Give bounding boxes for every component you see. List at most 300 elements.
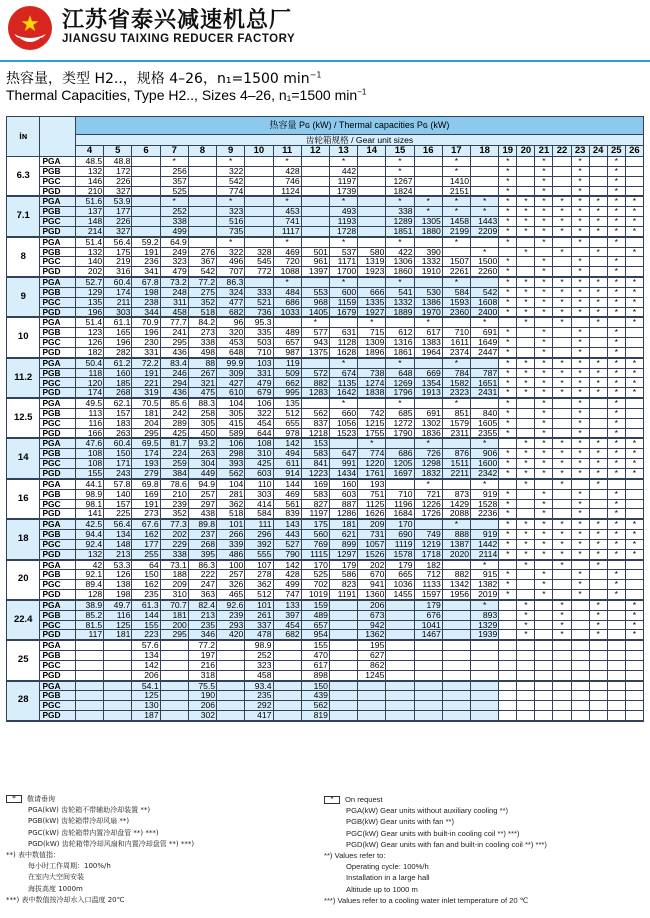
value-cell: * xyxy=(571,378,589,388)
value-cell: 584 xyxy=(442,287,470,297)
value-cell: 252 xyxy=(245,651,273,661)
value-cell: 774 xyxy=(358,449,386,459)
value-cell xyxy=(414,186,442,196)
value-cell: * xyxy=(571,196,589,206)
value-cell: 174 xyxy=(75,388,103,398)
value-cell xyxy=(553,701,571,711)
value-cell xyxy=(499,691,517,701)
value-cell: 235 xyxy=(188,620,216,630)
value-cell: 555 xyxy=(245,549,273,559)
value-cell xyxy=(442,651,470,661)
ratio-cell: 22.4 xyxy=(7,600,40,640)
value-cell xyxy=(414,691,442,701)
value-cell xyxy=(625,489,643,499)
value-cell: * xyxy=(535,570,553,580)
value-cell: * xyxy=(517,529,535,539)
value-cell xyxy=(607,630,625,640)
size-header: 20 xyxy=(517,146,535,157)
footnote-line xyxy=(324,884,644,895)
row-label: PGA xyxy=(40,479,76,489)
value-cell: 98.1 xyxy=(75,499,103,509)
value-cell: * xyxy=(273,157,301,167)
value-cell xyxy=(553,489,571,499)
value-cell: 710 xyxy=(245,348,273,358)
value-cell: 225 xyxy=(104,509,132,519)
value-cell: 1298 xyxy=(414,459,442,469)
value-cell: 281 xyxy=(217,489,245,499)
value-cell xyxy=(471,166,499,176)
value-cell: 2400 xyxy=(471,307,499,317)
value-cell: 252 xyxy=(160,207,188,217)
value-cell xyxy=(414,157,442,167)
value-cell: 1600 xyxy=(471,459,499,469)
value-cell: * xyxy=(571,469,589,479)
value-cell: * xyxy=(517,247,535,257)
value-cell xyxy=(132,157,160,167)
row-label: PGC xyxy=(40,257,76,267)
footnote-line xyxy=(6,872,306,883)
value-cell: * xyxy=(607,157,625,167)
value-cell: 113 xyxy=(75,408,103,418)
value-cell: 196 xyxy=(132,328,160,338)
value-cell xyxy=(589,509,607,519)
value-cell: 320 xyxy=(217,328,245,338)
value-cell: 174 xyxy=(132,449,160,459)
value-cell: 1135 xyxy=(329,378,357,388)
value-cell: 562 xyxy=(301,701,329,711)
value-cell xyxy=(358,176,386,186)
value-cell xyxy=(358,166,386,176)
value-cell: 92.1 xyxy=(75,570,103,580)
value-cell: 177 xyxy=(104,207,132,217)
value-cell: 995 xyxy=(273,388,301,398)
row-label: PGD xyxy=(40,670,76,680)
value-cell xyxy=(571,651,589,661)
value-cell: 919 xyxy=(471,529,499,539)
value-cell: * xyxy=(535,378,553,388)
value-cell: 1297 xyxy=(329,549,357,559)
value-cell: 157 xyxy=(104,499,132,509)
value-cell: 221 xyxy=(132,378,160,388)
value-cell: 77.2 xyxy=(188,640,216,650)
value-cell: 181 xyxy=(132,408,160,418)
value-cell xyxy=(625,418,643,428)
value-cell xyxy=(553,257,571,267)
value-cell: 86.3 xyxy=(217,277,245,287)
value-cell: 77.7 xyxy=(160,317,188,327)
value-cell: 311 xyxy=(160,297,188,307)
value-cell xyxy=(589,166,607,176)
value-cell: * xyxy=(607,348,625,358)
size-header: 10 xyxy=(245,146,273,157)
title-en-text: Thermal Capacities, Type H2.., Sizes 4–26, n₁=1500 min xyxy=(6,87,358,103)
value-cell xyxy=(301,196,329,206)
value-cell: 169 xyxy=(132,489,160,499)
table-row xyxy=(7,640,644,650)
value-cell: 1226 xyxy=(414,499,442,509)
value-cell xyxy=(245,176,273,186)
value-cell: * xyxy=(499,307,517,317)
value-cell: 1511 xyxy=(442,459,470,469)
value-cell: * xyxy=(625,277,643,287)
value-cell: 666 xyxy=(358,287,386,297)
value-cell: * xyxy=(625,226,643,236)
value-cell xyxy=(589,651,607,661)
value-cell: 1443 xyxy=(471,217,499,227)
value-cell: * xyxy=(535,449,553,459)
title-en-sup: −1 xyxy=(357,87,367,97)
value-cell xyxy=(535,660,553,670)
value-cell: 1133 xyxy=(414,580,442,590)
value-cell: 111 xyxy=(245,519,273,529)
value-cell: 323 xyxy=(217,207,245,217)
value-cell xyxy=(517,186,535,196)
value-cell xyxy=(553,660,571,670)
row-label: PGC xyxy=(40,701,76,711)
value-cell: * xyxy=(589,479,607,489)
value-cell: 1507 xyxy=(442,257,470,267)
value-cell xyxy=(607,651,625,661)
value-cell xyxy=(535,247,553,257)
value-cell xyxy=(553,328,571,338)
value-cell: * xyxy=(625,358,643,368)
value-cell: 191 xyxy=(132,247,160,257)
size-header: 19 xyxy=(499,146,517,157)
value-cell xyxy=(499,660,517,670)
size-header: 18 xyxy=(471,146,499,157)
value-cell: * xyxy=(535,549,553,559)
value-cell: 1332 xyxy=(414,257,442,267)
value-cell: * xyxy=(442,277,470,287)
value-cell: 1056 xyxy=(329,418,357,428)
footnote-text: 表中数值按冷却水入口温度 20℃ xyxy=(21,895,125,904)
table-row xyxy=(7,317,644,327)
value-cell xyxy=(358,681,386,691)
value-cell xyxy=(301,207,329,217)
value-cell: 1597 xyxy=(414,590,442,600)
value-cell xyxy=(329,681,357,691)
value-cell: * xyxy=(442,207,470,217)
row-label: PGA xyxy=(40,317,76,327)
value-cell xyxy=(188,207,216,217)
table-row xyxy=(7,701,644,711)
value-cell xyxy=(442,691,470,701)
value-cell: 647 xyxy=(329,449,357,459)
value-cell: * xyxy=(535,328,553,338)
value-cell: 2020 xyxy=(442,549,470,559)
value-cell: 1956 xyxy=(442,590,470,600)
value-cell: 545 xyxy=(245,257,273,267)
value-cell: * xyxy=(535,590,553,600)
value-cell: 1205 xyxy=(386,459,414,469)
value-cell xyxy=(589,348,607,358)
value-cell xyxy=(517,691,535,701)
value-cell: 103 xyxy=(245,358,273,368)
value-cell: 326 xyxy=(217,580,245,590)
value-cell: * xyxy=(553,247,571,257)
footnote-text: Operating cycle: 100%/h xyxy=(346,862,429,872)
value-cell: 436 xyxy=(160,388,188,398)
value-cell: 155 xyxy=(301,640,329,650)
value-cell xyxy=(499,701,517,711)
value-cell xyxy=(160,670,188,680)
table-row xyxy=(7,660,644,670)
value-cell xyxy=(553,267,571,277)
value-cell: * xyxy=(625,529,643,539)
value-cell: 282 xyxy=(104,348,132,358)
value-cell xyxy=(589,338,607,348)
value-cell: 2114 xyxy=(471,549,499,559)
value-cell: 1319 xyxy=(358,257,386,267)
value-cell: * xyxy=(442,358,470,368)
value-cell xyxy=(589,590,607,600)
value-cell: 691 xyxy=(414,408,442,418)
size-header: 22 xyxy=(553,146,571,157)
value-cell xyxy=(386,438,414,448)
value-cell: 346 xyxy=(188,630,216,640)
ratio-cell: 10 xyxy=(7,317,40,357)
value-cell: 138 xyxy=(104,580,132,590)
value-cell: 48.8 xyxy=(104,157,132,167)
value-cell: 309 xyxy=(217,368,245,378)
value-cell: 150 xyxy=(104,449,132,459)
value-cell: 1896 xyxy=(358,348,386,358)
value-cell: 67.6 xyxy=(132,519,160,529)
value-cell xyxy=(625,691,643,701)
value-cell: * xyxy=(571,358,589,368)
value-cell: * xyxy=(607,509,625,519)
value-cell: 1429 xyxy=(442,499,470,509)
value-cell xyxy=(607,479,625,489)
value-cell: * xyxy=(499,348,517,358)
value-cell: * xyxy=(625,317,643,327)
value-cell xyxy=(517,166,535,176)
value-cell: 213 xyxy=(188,610,216,620)
row-label: PGA xyxy=(40,560,76,570)
value-cell: 1117 xyxy=(273,226,301,236)
value-cell xyxy=(535,670,553,680)
value-cell xyxy=(589,570,607,580)
value-cell: 603 xyxy=(329,489,357,499)
value-cell xyxy=(535,681,553,691)
value-cell: 223 xyxy=(132,630,160,640)
value-cell: * xyxy=(329,157,357,167)
value-cell: 67.8 xyxy=(132,277,160,287)
value-cell xyxy=(607,610,625,620)
value-cell xyxy=(386,660,414,670)
table-row xyxy=(7,560,644,570)
value-cell xyxy=(517,338,535,348)
value-cell: 2151 xyxy=(442,186,470,196)
value-cell: 1218 xyxy=(301,428,329,438)
value-cell: 157 xyxy=(104,408,132,418)
value-cell: * xyxy=(625,620,643,630)
value-cell: 193 xyxy=(358,479,386,489)
value-cell: 125 xyxy=(132,691,160,701)
value-cell: * xyxy=(589,449,607,459)
value-cell xyxy=(571,691,589,701)
value-cell xyxy=(75,640,103,650)
row-label-header xyxy=(40,117,76,157)
table-row xyxy=(7,711,644,721)
value-cell: * xyxy=(414,317,442,327)
value-cell xyxy=(442,701,470,711)
table-row xyxy=(7,287,644,297)
value-cell: 200 xyxy=(160,620,188,630)
row-label: PGB xyxy=(40,651,76,661)
value-cell: 1329 xyxy=(471,620,499,630)
value-cell: 442 xyxy=(329,166,357,176)
value-cell: 691 xyxy=(471,328,499,338)
value-cell xyxy=(625,237,643,247)
value-cell: 69.8 xyxy=(132,479,160,489)
value-cell: 92.4 xyxy=(75,539,103,549)
value-cell: 239 xyxy=(217,610,245,620)
value-cell: * xyxy=(414,438,442,448)
value-cell: 1286 xyxy=(329,509,357,519)
value-cell: 190 xyxy=(188,691,216,701)
value-cell: 914 xyxy=(273,469,301,479)
value-cell xyxy=(471,237,499,247)
value-cell: 137 xyxy=(75,207,103,217)
value-cell: * xyxy=(535,267,553,277)
value-cell: 268 xyxy=(104,388,132,398)
row-label: PGB xyxy=(40,207,76,217)
value-cell xyxy=(160,640,188,650)
value-cell: 246 xyxy=(160,368,188,378)
value-cell: * xyxy=(517,358,535,368)
value-cell: * xyxy=(535,519,553,529)
value-cell xyxy=(386,670,414,680)
value-cell: * xyxy=(607,469,625,479)
value-cell xyxy=(625,338,643,348)
value-cell: * xyxy=(571,570,589,580)
value-cell xyxy=(442,630,470,640)
value-cell xyxy=(245,277,273,287)
value-cell xyxy=(499,681,517,691)
footnote-text: 表中数值指： xyxy=(17,851,60,860)
value-cell: * xyxy=(607,287,625,297)
value-cell: 415 xyxy=(217,418,245,428)
row-label: PGD xyxy=(40,590,76,600)
value-cell: * xyxy=(589,459,607,469)
value-cell xyxy=(301,398,329,408)
value-cell: * xyxy=(553,358,571,368)
size-header: 4 xyxy=(75,146,103,157)
value-cell xyxy=(517,257,535,267)
value-cell xyxy=(553,499,571,509)
value-cell xyxy=(499,317,517,327)
value-cell: * xyxy=(607,217,625,227)
footnote-text: PGC(kW) Gear units with built-in cooling coil **) ***) xyxy=(346,828,520,838)
value-cell xyxy=(442,600,470,610)
row-label: PGB xyxy=(40,489,76,499)
value-cell xyxy=(442,681,470,691)
value-cell: 1019 xyxy=(301,590,329,600)
value-cell xyxy=(553,398,571,408)
value-cell: * xyxy=(553,438,571,448)
value-cell: 132 xyxy=(75,166,103,176)
row-label: PGB xyxy=(40,368,76,378)
size-header: 13 xyxy=(329,146,357,157)
value-cell xyxy=(517,328,535,338)
value-cell: 1159 xyxy=(329,297,357,307)
value-cell: 49.7 xyxy=(104,600,132,610)
value-cell: 2323 xyxy=(442,388,470,398)
table-row xyxy=(7,207,644,217)
value-cell: 685 xyxy=(386,408,414,418)
footnote-text: On request xyxy=(345,795,383,804)
value-cell: 59.2 xyxy=(132,237,160,247)
value-cell: 1593 xyxy=(442,297,470,307)
ratio-cell: 11.2 xyxy=(7,358,40,398)
value-cell: * xyxy=(589,226,607,236)
value-cell: 516 xyxy=(217,217,245,227)
value-cell xyxy=(553,418,571,428)
value-cell: 610 xyxy=(217,388,245,398)
value-cell: 827 xyxy=(301,499,329,509)
footnote-text: 每小时工作周期：100%/h xyxy=(28,862,111,871)
value-cell xyxy=(245,196,273,206)
value-cell: 486 xyxy=(217,549,245,559)
value-cell: 2199 xyxy=(442,226,470,236)
value-cell: * xyxy=(535,388,553,398)
value-cell xyxy=(571,479,589,489)
value-cell: 1057 xyxy=(358,539,386,549)
value-cell: * xyxy=(607,297,625,307)
value-cell xyxy=(589,257,607,267)
ratio-cell: 9 xyxy=(7,277,40,317)
value-cell: * xyxy=(571,186,589,196)
value-cell: 367 xyxy=(188,257,216,267)
value-cell: * xyxy=(571,307,589,317)
value-cell xyxy=(499,711,517,721)
value-cell: 489 xyxy=(273,328,301,338)
footnote-text: Installation in a large hall xyxy=(346,873,430,883)
value-cell: * xyxy=(535,217,553,227)
value-cell: 210 xyxy=(75,186,103,196)
value-cell: 787 xyxy=(471,368,499,378)
row-label: PGD xyxy=(40,469,76,479)
value-cell: * xyxy=(442,237,470,247)
value-cell: 304 xyxy=(188,459,216,469)
value-cell xyxy=(535,620,553,630)
value-cell: 106 xyxy=(217,438,245,448)
value-cell: * xyxy=(535,428,553,438)
value-cell: * xyxy=(553,630,571,640)
value-cell xyxy=(329,610,357,620)
value-cell xyxy=(553,590,571,600)
value-cell xyxy=(625,590,643,600)
size-header: 17 xyxy=(442,146,470,157)
footnote-text: PGA(kW) 齿轮箱不带辅助冷却装置 **) xyxy=(28,806,151,815)
value-cell xyxy=(517,237,535,247)
value-cell: 1455 xyxy=(386,590,414,600)
value-cell: * xyxy=(625,459,643,469)
value-cell: 823 xyxy=(329,580,357,590)
value-cell: * xyxy=(499,226,517,236)
value-cell: 89.4 xyxy=(75,580,103,590)
size-header: 21 xyxy=(535,146,553,157)
value-cell: * xyxy=(499,368,517,378)
value-cell xyxy=(386,701,414,711)
value-cell: 738 xyxy=(358,368,386,378)
value-cell xyxy=(589,428,607,438)
value-cell: 303 xyxy=(245,489,273,499)
value-cell: 1761 xyxy=(358,469,386,479)
value-cell: 682 xyxy=(273,630,301,640)
value-cell xyxy=(571,247,589,257)
